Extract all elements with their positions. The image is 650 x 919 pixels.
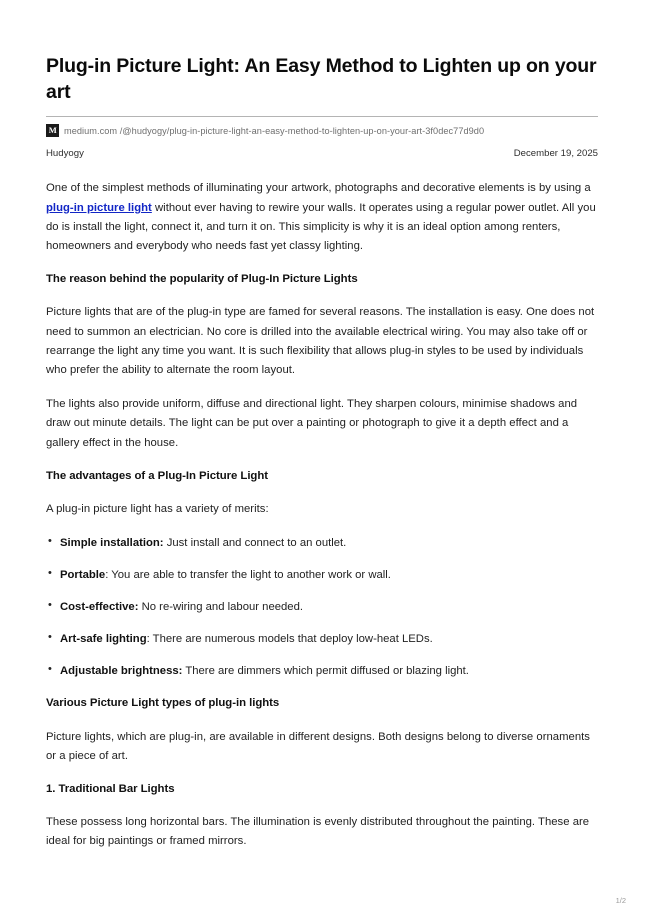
list-item — [46, 566, 598, 584]
list-item-term: Portable — [60, 569, 106, 582]
intro-paragraph — [46, 179, 598, 256]
paragraph-types: Picture lights, which are plug-in, are available in different designs. Both designs belong to diverse ornaments or a piece of art. — [46, 730, 590, 762]
page-title: Plug-in Picture Light: An Easy Method to Lighten up on your art — [46, 55, 597, 103]
list-item-desc: : There are numerous models that deploy low-heat LEDs. — [146, 633, 433, 646]
merits-list — [46, 534, 598, 680]
plug-in-picture-light-link[interactable]: plug-in picture light — [46, 201, 152, 214]
list-item-desc: No re-wiring and labour needed. — [138, 601, 304, 614]
list-item-term: Cost-effective: — [60, 601, 139, 614]
list-item — [46, 662, 598, 680]
list-item-term: Art-safe lighting — [60, 633, 147, 646]
list-item-desc: There are dimmers which permit diffused or blazing light. — [182, 665, 469, 678]
publish-date: December 19, 2025 — [513, 148, 598, 160]
list-item — [46, 534, 598, 552]
source-url[interactable]: medium.com /@hudyogy/plug-in-picture-light-an-easy-method-to-lighten-up-on-your-art-3f0dec77d9d0 — [64, 125, 485, 136]
list-item-term: Adjustable brightness: — [60, 665, 183, 678]
heading-traditional-bar-lights: 1. Traditional Bar Lights — [46, 782, 175, 795]
intro-text-before: One of the simplest methods of illuminating your artwork, photographs and decorative elements is by using a — [46, 182, 591, 195]
article-body — [46, 179, 598, 851]
heading-advantages: The advantages of a Plug-In Picture Light — [46, 469, 268, 482]
paragraph-advantages-intro: A plug-in picture light has a variety of merits: — [46, 502, 269, 515]
list-item-desc: Just install and connect to an outlet. — [163, 537, 347, 550]
list-item-term: Simple installation: — [60, 537, 164, 550]
heading-types: Various Picture Light types of plug-in lights — [46, 697, 280, 710]
page-number: 1/2 — [615, 896, 626, 905]
paragraph-uniform-light: The lights also provide uniform, diffuse and directional light. They sharpen colours, minimise shadows and draw out minute details. The light can be put over a painting or photograph to give it a depth effect and a gallery effect in the house. — [46, 398, 578, 449]
list-item — [46, 598, 598, 616]
source-row — [46, 124, 598, 137]
list-item — [46, 630, 598, 648]
article-content — [46, 54, 598, 866]
heading-popularity: The reason behind the popularity of Plug-In Picture Lights — [46, 273, 358, 286]
author-name: Hudyogy — [46, 148, 84, 160]
intro-text-after: without ever having to rewire your walls. It operates using a regular power outlet. All you do is install the light, connect it, and turn it on. This simplicity is why it is an ideal option among renters, homeowners and everybody who needs fast yet classy lighting. — [46, 201, 596, 253]
header-divider — [46, 116, 598, 117]
paragraph-traditional-bar-lights: These possess long horizontal bars. The illumination is evenly distributed throughout the painting. These are ideal for big paintings or framed mirrors. — [46, 816, 590, 848]
byline — [46, 148, 598, 159]
paragraph-popularity: Picture lights that are of the plug-in type are famed for several reasons. The installation is easy. One does not need to summon an electrician. No core is drilled into the available electrical wiring. You may also take off or rearrange the light any time you want. It is such flexibility that allows plug-in styles to be used by individuals who prefer the ability to alternate the room layout. — [46, 306, 595, 376]
list-item-desc: : You are able to transfer the light to another work or wall. — [105, 569, 391, 582]
medium-favicon-icon: M — [46, 124, 59, 137]
